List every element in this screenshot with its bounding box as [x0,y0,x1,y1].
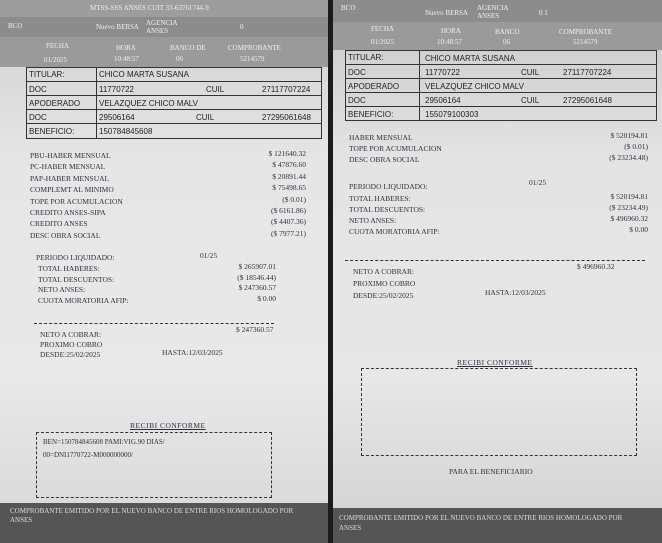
left-header-row2 [0,37,328,67]
right-footer-line1: COMPROBANTE EMITIDO POR EL NUEVO BANCO DE ENTRE RIOS HOMOLOGADO POR [339,514,623,522]
right-total-label: TOTAL DESCUENTOS: [349,205,426,214]
right-fecha-label: FECHA [371,25,394,33]
right-total-amount: ($ 23234.49) [609,203,648,212]
left-item-label: CREDITO ANSES [30,219,88,229]
left-item-amount: ($ 6161.86) [271,206,306,215]
right-apoderado-label: APODERADO [348,82,400,91]
left-receipt [0,0,328,543]
left-desde: DESDE:25/02/2025 [40,350,101,359]
left-item-label: TOPE POR ACUMULACION [30,196,123,206]
left-periodo-label: PERIODO LIQUIDADO: [36,253,115,262]
left-header-title: MTSS-SSS ANSES CUIT 33-63761744-9 [90,4,209,12]
left-item-amount: $ 20891.44 [272,171,306,181]
right-footer [333,508,662,543]
left-fecha-label: FECHA [46,42,69,50]
left-hora: 10:48:57 [114,55,139,63]
right-proximo: PROXIMO COBRO [353,279,416,288]
left-item-label: CREDITO ANSES-SIPA [30,208,106,217]
left-apoderado-value: VELAZQUEZ CHICO MALV [99,99,198,108]
left-item-label: PBU-HABER MENSUAL [30,151,111,160]
right-total-amount: $ 520194.81 [610,192,648,201]
left-row-doc2 [26,110,322,124]
left-apoderado-label: APODERADO [29,99,81,108]
left-table-divider [96,67,97,139]
left-row-doc1 [26,82,322,96]
right-desde: DESDE:25/02/2025 [353,291,414,300]
right-row-titular [345,50,657,65]
right-header-row2 [333,22,662,50]
left-total-amount: $ 265907.01 [238,262,276,271]
left-total-amount: $ 247360.57 [238,283,276,293]
right-agencia: AGENCIA ANSES [477,4,509,20]
left-comprobante: 5214579 [240,55,265,63]
left-item-label: DESC OBRA SOCIAL [30,230,101,240]
left-box-line2: 00=DNI1770722-M000000000/ [43,451,133,459]
left-row-apoderado [26,96,322,110]
right-periodo-value: 01/25 [529,178,547,187]
left-titular-label: TITULAR: [29,70,65,79]
right-row-beneficio [345,107,657,121]
left-item-amount: ($ 4407.36) [271,217,306,227]
right-hora: 10:48:57 [437,38,462,46]
left-item-amount: ($ 7977.21) [271,228,306,238]
left-periodo-value: 01/25 [200,251,218,260]
left-doc2-cuil-label: CUIL [196,113,215,122]
right-para-beneficiario: PARA EL BENEFICIARIO [449,467,533,476]
right-row-doc2 [345,93,657,107]
left-doc1-cuil-label: CUIL [206,85,225,94]
left-doc1-cuil: 27117707224 [262,85,311,94]
right-total-amount: $ 496960.32 [610,214,648,223]
right-header-row1 [333,0,662,22]
left-doc2-label: DOC [29,113,47,122]
left-hora-label: HORA [116,44,136,52]
left-banco: 06 [176,55,183,63]
left-signature-box [36,432,272,498]
left-doc1-value: 11770722 [99,85,134,94]
right-banco-label: BANCO [495,28,520,36]
left-beneficio-label: BENEFICIO: [29,127,75,136]
left-header-row1 [0,17,328,37]
left-header-code: 0 [240,23,244,31]
right-item-label: DESC OBRA SOCIAL [349,155,420,164]
right-titular-value: CHICO MARTA SUSANA [425,54,515,63]
right-item-amount: $ 520194.81 [610,131,648,140]
right-comprobante-label: COMPROBANTE [559,28,612,36]
right-neto-cobrar-amount: $ 496960.32 [577,262,615,271]
right-doc1-label: DOC [348,68,366,77]
right-neto-cobrar-label: NETO A COBRAR: [353,267,415,276]
left-item-amount: ($ 0.01) [282,194,306,204]
left-row-titular [26,67,322,82]
left-banco-label: BANCO DE [170,44,206,52]
left-footer [0,503,328,543]
left-item-label: COMPLEMT AL MINIMO [30,185,114,195]
right-signature-box [361,368,637,456]
left-beneficio-value: 150784845608 [99,127,153,136]
left-doc2-cuil: 27295061648 [262,113,311,122]
right-total-amount: $ 0.00 [629,225,648,234]
right-receipt [333,0,662,543]
left-footer-line1: COMPROBANTE EMITIDO POR EL NUEVO BANCO DE ENTRE RIOS HOMOLOGADO POR [10,507,294,515]
right-recibi: RECIBI CONFORME [457,358,533,367]
left-fecha: 01/2025 [44,56,67,64]
left-neto-cobrar-amount: $ 247360.57 [236,325,274,334]
left-comprobante-label: COMPROBANTE [228,44,281,52]
left-doc2-value: 29506164 [99,113,135,122]
left-total-label: CUOTA MORATORIA AFIP: [38,295,129,305]
right-footer-line2: ANSES [339,524,362,532]
right-item-amount: ($ 23234.48) [609,153,648,162]
right-row-doc1 [345,65,657,79]
left-footer-line2: ANSES [10,516,33,524]
right-hora-label: HORA [441,27,461,35]
left-item-label: PC-HABER MENSUAL [30,162,106,172]
left-total-amount: ($ 18546.44) [237,272,276,282]
right-doc1-value: 11770722 [425,68,460,77]
right-beneficio-label: BENEFICIO: [348,110,394,119]
left-bank-name: Nuevo BERSA [96,23,139,31]
left-header-title-bar [0,0,328,17]
left-item-amount: $ 47876.60 [272,160,306,170]
right-doc2-cuil-label: CUIL [521,96,540,105]
right-row-apoderado [345,79,657,93]
right-periodo-label: PERIODO LIQUIDADO: [349,182,428,191]
right-item-label: HABER MENSUAL [349,133,413,142]
right-apoderado-value: VELAZQUEZ CHICO MALV [425,82,524,91]
right-total-label: TOTAL HABERES: [349,194,411,203]
right-titular-label: TITULAR: [348,53,384,62]
left-hasta: HASTA:12/03/2025 [162,348,223,357]
right-divider [345,260,645,261]
right-comprobante: 5214579 [573,38,598,46]
right-header-code: 0 1 [539,9,548,17]
left-item-label: PAP-HABER MENSUAL [30,173,110,183]
left-item-amount: $ 121640.32 [268,149,306,158]
right-item-label: TOPE POR ACUMULACION [349,144,442,153]
left-divider [34,323,274,324]
left-total-label: TOTAL DESCUENTOS: [38,274,115,284]
right-beneficio-value: 155079100303 [425,110,479,119]
left-item-amount: $ 75498.65 [272,183,306,193]
right-hasta: HASTA:12/03/2025 [485,288,546,297]
right-total-label: CUOTA MORATORIA AFIP: [349,227,440,236]
left-doc1-label: DOC [29,85,47,94]
right-item-amount: ($ 0.01) [624,142,648,151]
left-row-beneficio [26,124,322,139]
right-table-divider [419,50,420,121]
left-neto-cobrar-label: NETO A COBRAR: [40,330,102,339]
left-proximo: PROXIMO COBRO [40,340,103,349]
right-bco-label: BCO [341,4,356,12]
left-total-label: NETO ANSES: [38,285,86,295]
right-doc2-value: 29506164 [425,96,461,105]
right-fecha: 01/2025 [371,38,394,46]
right-doc2-cuil: 27295061648 [563,96,612,105]
right-doc1-cuil: 27117707224 [563,68,612,77]
right-doc2-label: DOC [348,96,366,105]
left-recibi: RECIBI CONFORME [130,421,206,430]
left-titular-value: CHICO MARTA SUSANA [99,70,189,79]
right-doc1-cuil-label: CUIL [521,68,540,77]
left-bco-label: BCO [8,22,23,30]
right-total-label: NETO ANSES: [349,216,397,225]
left-agencia: AGENCIA ANSES [146,19,178,35]
right-bank-name: Nuevo BERSA [425,9,468,17]
left-total-amount: $ 0.00 [257,293,276,303]
right-banco: 06 [503,38,510,46]
left-total-label: TOTAL HABERES: [38,264,100,273]
left-box-line1: BEN=150784845608 PAMI:VIG.90 DIAS/ [43,438,165,446]
